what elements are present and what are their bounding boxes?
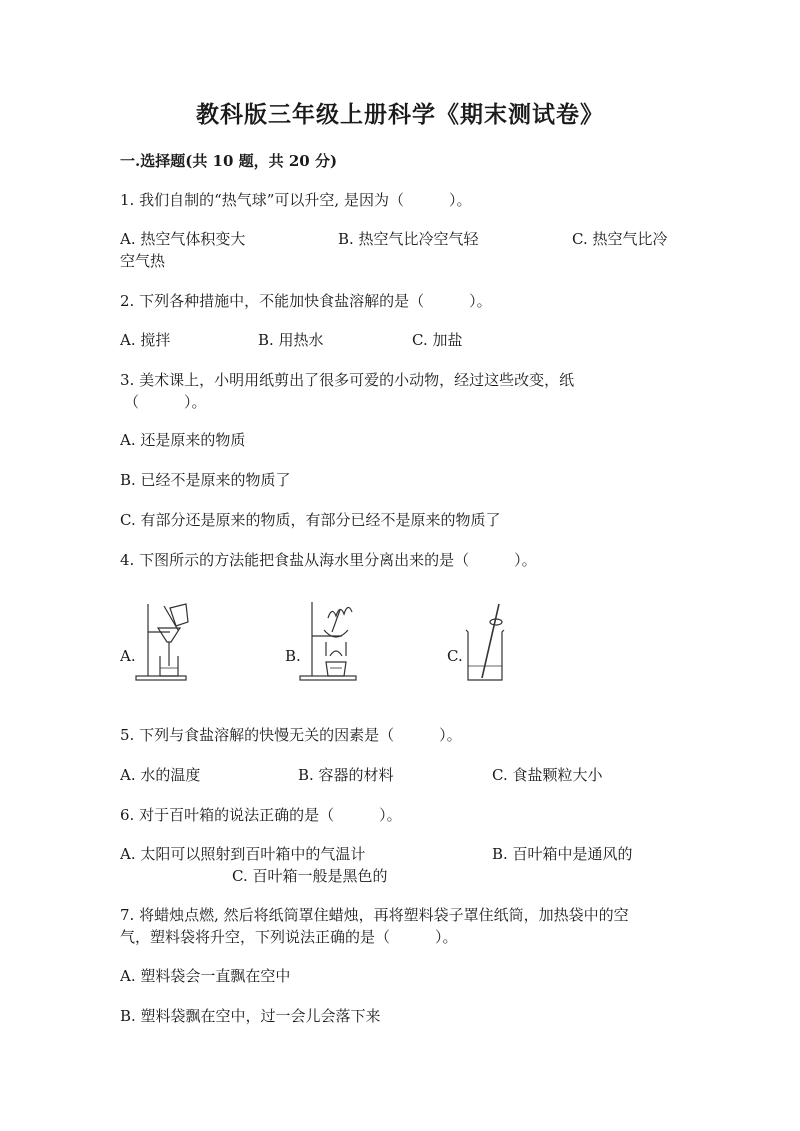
filtration-apparatus-icon (134, 600, 190, 682)
question-6-stem: 6. 对于百叶箱的说法正确的是（ ）。 (120, 806, 402, 824)
question-7-option-b: B. 塑料袋飘在空中，过一会儿会落下来 (120, 1007, 381, 1025)
question-2-option-a: A. 搅拌 (120, 331, 171, 349)
question-1-option-c-continued: 空气热 (120, 252, 166, 270)
question-4-stem: 4. 下图所示的方法能把食盐从海水里分离出来的是（ ）。 (120, 551, 537, 569)
question-2-option-c: C. 加盐 (412, 331, 463, 349)
question-2-option-b: B. 用热水 (258, 331, 324, 349)
question-1-option-a: A. 热空气体积变大 (120, 230, 246, 248)
question-5-option-b: B. 容器的材料 (298, 766, 394, 784)
question-5-stem: 5. 下列与食盐溶解的快慢无关的因素是（ ）。 (120, 726, 462, 744)
question-5-option-a: A. 水的温度 (120, 766, 201, 784)
question-7-option-a: A. 塑料袋会一直飘在空中 (120, 967, 291, 985)
question-2-stem: 2. 下列各种措施中，不能加快食盐溶解的是（ ）。 (120, 292, 492, 310)
question-4-option-a: A. (120, 647, 136, 665)
question-6-option-a: A. 太阳可以照射到百叶箱中的气温计 (120, 845, 366, 863)
question-6-option-b: B. 百叶箱中是通风的 (492, 845, 633, 863)
question-1-option-b: B. 热空气比冷空气轻 (338, 230, 479, 248)
question-4-option-b: B. (285, 647, 301, 665)
page-title: 教科版三年级上册科学《期末测试卷》 (196, 101, 604, 128)
question-3-stem: 3. 美术课上，小明用纸剪出了很多可爱的小动物，经过这些改变，纸 (120, 371, 575, 389)
question-4-option-c: C. (447, 647, 463, 665)
question-1-option-c: C. 热空气比冷 (572, 230, 668, 248)
question-6-option-c: C. 百叶箱一般是黑色的 (232, 867, 388, 885)
evaporation-apparatus-icon (298, 598, 362, 682)
question-3-stem-continued: （ ）。 (124, 393, 207, 411)
question-7-stem: 7. 将蜡烛点燃, 然后将纸筒罩住蜡烛，再将塑料袋子罩住纸筒，加热袋中的空 (120, 906, 629, 924)
section-heading: 一.选择题(共 10 题，共 20 分) (120, 152, 338, 170)
stirring-beaker-icon (462, 600, 512, 684)
question-7-stem-continued: 气，塑料袋将升空，下列说法正确的是（ ）。 (120, 928, 458, 946)
question-1-stem: 1. 我们自制的“热气球”可以升空, 是因为（ ）。 (120, 191, 472, 209)
question-5-option-c: C. 食盐颗粒大小 (492, 766, 603, 784)
question-3-option-b: B. 已经不是原来的物质了 (120, 471, 291, 489)
question-3-option-c: C. 有部分还是原来的物质，有部分已经不是原来的物质了 (120, 511, 501, 529)
question-3-option-a: A. 还是原来的物质 (120, 431, 246, 449)
